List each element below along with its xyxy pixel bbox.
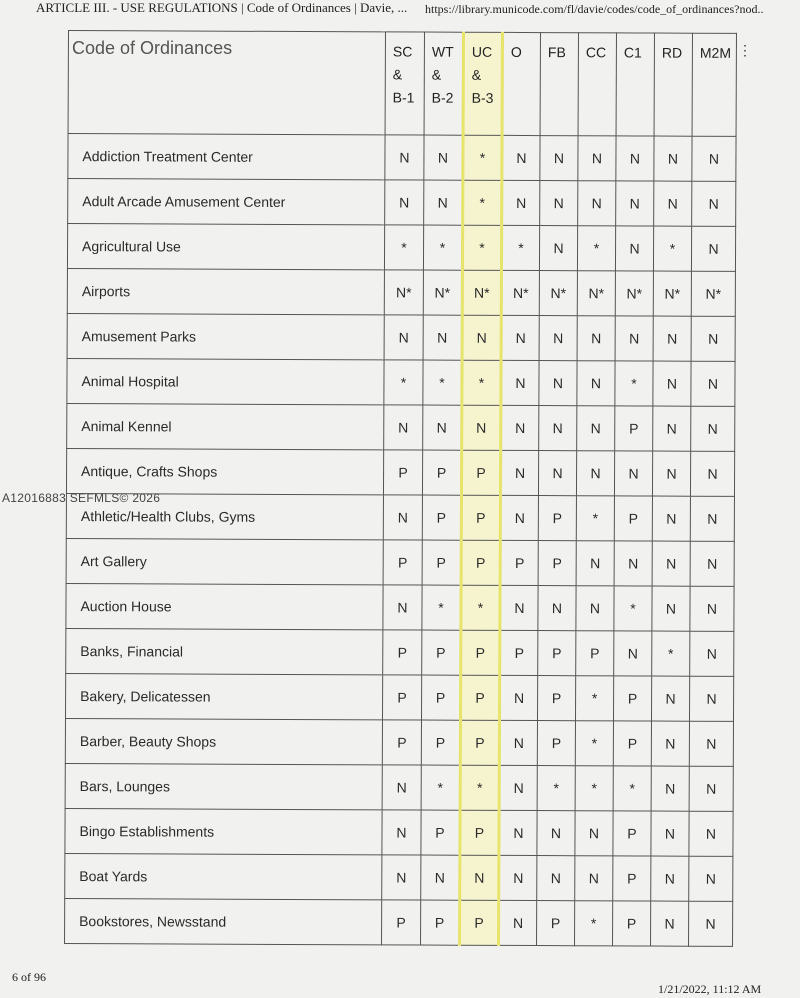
permission-cell: * [501, 225, 539, 270]
permission-cell: N [539, 226, 577, 271]
table-row [65, 853, 733, 901]
zone-header-line: B-1 [392, 89, 415, 106]
use-name-cell: Banks, Financial [66, 628, 383, 674]
permission-cell: * [575, 676, 613, 721]
table-row [67, 358, 735, 406]
permission-cell: N* [691, 271, 735, 316]
permission-cell: N [651, 766, 689, 811]
use-name-cell: Airports [67, 268, 384, 314]
permission-cell: P [537, 721, 575, 766]
permission-cell: N [462, 405, 501, 450]
permission-cell: N [690, 496, 734, 541]
permission-cell: * [463, 180, 502, 225]
use-name-cell: Addiction Treatment Center [68, 134, 385, 180]
permission-cell: N [692, 136, 736, 181]
zone-header [502, 32, 540, 135]
permission-cell: N [500, 495, 538, 540]
permission-cell: N [502, 180, 540, 225]
permission-cell: N [385, 180, 424, 225]
permission-cell: * [652, 631, 690, 676]
use-name-cell: Amusement Parks [67, 313, 384, 359]
permission-cell: P [383, 540, 422, 585]
permission-cell: * [614, 586, 652, 631]
permission-cell: P [422, 495, 461, 540]
permission-cell: N [689, 811, 733, 856]
table-row [66, 448, 734, 496]
use-name-cell: Animal Hospital [67, 358, 384, 404]
permission-cell: N [576, 451, 614, 496]
permission-cell: N [577, 406, 615, 451]
permission-cell: N [499, 810, 537, 855]
permission-cell: * [461, 585, 500, 630]
permission-cell: N [501, 315, 539, 360]
permission-cell: N [539, 406, 577, 451]
use-name-cell: Animal Kennel [67, 403, 384, 449]
permission-cell: N [691, 226, 735, 271]
permission-cell: N [500, 585, 538, 630]
permission-cell: N* [615, 271, 653, 316]
permission-cell: * [575, 901, 613, 946]
permission-cell: * [460, 765, 499, 810]
permission-cell: * [462, 360, 501, 405]
permission-cell: N [654, 136, 692, 181]
permission-cell: N [653, 316, 691, 361]
permission-cell: N [651, 856, 689, 901]
permission-cell: P [382, 675, 421, 720]
permission-cell: P [615, 406, 653, 451]
table-row [66, 538, 734, 586]
permission-cell: N [652, 541, 690, 586]
permission-cell: N [651, 721, 689, 766]
permission-cell: P [460, 720, 499, 765]
permission-cell: N [383, 585, 422, 630]
permission-cell: N [653, 406, 691, 451]
permission-cell: P [421, 720, 460, 765]
permission-cell: N [691, 361, 735, 406]
zone-header-line: UC [471, 43, 493, 60]
permission-cell: P [383, 630, 422, 675]
permission-cell: N [578, 136, 616, 181]
permission-cell: N* [462, 270, 501, 315]
permission-cell: P [461, 540, 500, 585]
zone-header-line: RD [661, 44, 683, 61]
permission-cell: N [689, 766, 733, 811]
permission-cell: * [613, 766, 651, 811]
permission-cell: N [651, 811, 689, 856]
permission-cell: N [499, 720, 537, 765]
permission-cell: N [382, 810, 421, 855]
permission-cell: N [615, 226, 653, 271]
permission-cell: N [384, 315, 423, 360]
permission-cell: N [539, 316, 577, 361]
table-row [65, 718, 733, 766]
permission-cell: P [614, 496, 652, 541]
zone-header-line: M2M [699, 44, 732, 61]
permission-cell: * [422, 585, 461, 630]
table-row [68, 179, 736, 227]
permission-cell: * [421, 765, 460, 810]
permission-cell: N* [384, 270, 423, 315]
permission-cell: * [423, 225, 462, 270]
use-name-cell: Bingo Establishments [65, 808, 382, 854]
table-row [66, 628, 734, 676]
permission-cell: N [539, 361, 577, 406]
permission-cell: N [538, 451, 576, 496]
permission-cell: N [421, 855, 460, 900]
table-row [67, 403, 735, 451]
zone-header [540, 33, 578, 136]
permission-cell: N [423, 315, 462, 360]
permission-cell: P [422, 630, 461, 675]
permission-cell: * [537, 766, 575, 811]
permission-cell: N [460, 855, 499, 900]
zone-header-line: & [431, 66, 442, 83]
use-name-cell: Athletic/Health Clubs, Gyms [66, 493, 383, 539]
permission-cell: N [502, 135, 540, 180]
use-name-cell: Bookstores, Newsstand [65, 898, 382, 944]
permission-cell: N [423, 405, 462, 450]
table-row [67, 313, 735, 361]
permission-cell: N [689, 901, 733, 946]
permission-cell: P [538, 541, 576, 586]
document-title: ARTICLE III. - USE REGULATIONS | Code of Ordinances | Davie, ... [36, 0, 408, 15]
permission-cell: N [575, 811, 613, 856]
mls-watermark: A12016883 SEFMLS© 2026 [2, 491, 161, 505]
permission-cell: P [613, 721, 651, 766]
permission-cell: * [462, 225, 501, 270]
permission-cell: P [500, 540, 538, 585]
use-name-cell: Bakery, Delicatessen [65, 673, 382, 719]
permission-cell: N [578, 181, 616, 226]
permission-cell: P [613, 676, 651, 721]
use-name-cell: Art Gallery [66, 538, 383, 584]
permission-cell: P [537, 676, 575, 721]
permission-cell: N [382, 855, 421, 900]
permission-cell: N [575, 856, 613, 901]
permission-cell: P [461, 495, 500, 540]
zone-header-line: B-3 [471, 89, 494, 106]
permission-cell: N [500, 450, 538, 495]
permission-cell: N [614, 631, 652, 676]
permission-cell: N [691, 316, 735, 361]
permission-cell: P [422, 450, 461, 495]
permission-cell: P [383, 450, 422, 495]
table-row [65, 763, 733, 811]
permission-cell: * [575, 721, 613, 766]
permission-cell: N [540, 136, 578, 181]
permission-cell: N [499, 855, 537, 900]
permission-cell: P [537, 901, 575, 946]
permission-cell: N [577, 361, 615, 406]
zone-header [578, 33, 616, 136]
table-row [66, 583, 734, 631]
permission-cell: N [424, 180, 463, 225]
permission-cell: N [691, 406, 735, 451]
permission-cell: N [653, 361, 691, 406]
use-name-cell: Boat Yards [65, 853, 382, 899]
permission-cell: P [613, 811, 651, 856]
permission-cell: N [424, 135, 463, 180]
zone-header-line: FB [547, 44, 566, 61]
use-name-cell: Antique, Crafts Shops [66, 448, 383, 494]
permission-cell: P [613, 901, 651, 946]
table-row [67, 224, 735, 272]
permission-cell: N [537, 811, 575, 856]
zone-header-line: C1 [623, 44, 642, 61]
permission-cell: N [614, 451, 652, 496]
permission-cell: N [540, 181, 578, 226]
permission-cell: P [576, 631, 614, 676]
table-row [65, 673, 733, 721]
permission-cell: N [499, 765, 537, 810]
permission-cell: N [383, 495, 422, 540]
permission-cell: N [576, 541, 614, 586]
document-url: https://library.municode.com/fl/davie/codes/code_of_ordinances?nod.. [425, 2, 764, 16]
page-number: 6 of 96 [12, 970, 46, 984]
permission-cell: P [421, 810, 460, 855]
table-row [65, 898, 733, 946]
permission-cell: N* [423, 270, 462, 315]
permission-cell: P [421, 900, 460, 945]
use-name-cell: Auction House [66, 583, 383, 629]
permission-cell: P [500, 630, 538, 675]
zone-header-line: SC [392, 43, 413, 60]
permission-cell: N [615, 316, 653, 361]
permission-cell: N [652, 496, 690, 541]
permission-cell: N [382, 765, 421, 810]
permission-cell: N [651, 676, 689, 721]
permission-cell: N [614, 541, 652, 586]
permitted-uses-table [64, 30, 737, 947]
zone-header [385, 32, 424, 135]
permission-cell: N [577, 316, 615, 361]
permission-cell: N [690, 451, 734, 496]
permission-cell: N [616, 136, 654, 181]
permission-cell: N* [577, 271, 615, 316]
permission-cell: N [652, 586, 690, 631]
zone-header-line: CC [585, 44, 607, 61]
permission-cell: N [501, 405, 539, 450]
table-row [65, 808, 733, 856]
zone-header-line: & [392, 66, 403, 83]
permission-cell: N [499, 900, 537, 945]
permission-cell: N [385, 135, 424, 180]
permission-cell: N [689, 721, 733, 766]
permission-cell: P [421, 675, 460, 720]
use-name-cell: Bars, Lounges [65, 763, 382, 809]
permission-cell: P [538, 631, 576, 676]
permission-cell: N [651, 901, 689, 946]
permission-cell: P [460, 675, 499, 720]
permission-cell: N [692, 181, 736, 226]
permission-cell: N* [653, 271, 691, 316]
permission-cell: N [689, 676, 733, 721]
permission-cell: P [461, 450, 500, 495]
zone-header [424, 32, 463, 135]
more-options-icon[interactable]: ⋮ [738, 42, 752, 58]
print-datetime: 1/21/2022, 11:12 AM [658, 982, 762, 996]
permission-cell: P [382, 900, 421, 945]
permission-cell: * [653, 226, 691, 271]
permission-cell: N [616, 181, 654, 226]
permission-cell: N [501, 360, 539, 405]
permission-cell: N* [539, 271, 577, 316]
use-name-cell: Adult Arcade Amusement Center [68, 179, 385, 225]
zone-header-line: & [471, 66, 482, 83]
table-row [67, 268, 735, 316]
permission-cell: N [537, 856, 575, 901]
permission-cell: * [384, 225, 423, 270]
code-of-ordinances-label: Code of Ordinances [72, 38, 233, 58]
permission-cell: P [460, 900, 499, 945]
permission-cell: P [382, 720, 421, 765]
page-header [0, 0, 800, 20]
permission-cell: N [690, 541, 734, 586]
permission-cell: N [689, 856, 733, 901]
zone-header-line: WT [431, 43, 454, 60]
permission-cell: * [615, 361, 653, 406]
zone-header [616, 33, 654, 136]
permission-cell: * [576, 496, 614, 541]
zone-header [692, 33, 736, 136]
permission-cell: P [538, 496, 576, 541]
permission-cell: N [654, 181, 692, 226]
permission-cell: P [613, 856, 651, 901]
permission-cell: N [690, 586, 734, 631]
permission-cell: N [652, 451, 690, 496]
permission-cell: * [423, 360, 462, 405]
zone-header-line: O [510, 43, 522, 60]
use-name-cell: Barber, Beauty Shops [65, 718, 382, 764]
permission-cell: * [384, 360, 423, 405]
zone-header-line: B-2 [431, 89, 454, 106]
permission-cell: P [461, 630, 500, 675]
use-name-cell: Agricultural Use [67, 224, 384, 270]
permission-cell: N [576, 586, 614, 631]
permission-cell: P [460, 810, 499, 855]
permission-cell: N [538, 586, 576, 631]
permission-cell: * [463, 135, 502, 180]
permission-cell: N [462, 315, 501, 360]
zone-header [463, 32, 502, 135]
table-row [66, 493, 734, 541]
permission-cell: P [422, 540, 461, 585]
permission-cell: * [575, 766, 613, 811]
permission-cell: N [384, 405, 423, 450]
permission-cell: * [577, 226, 615, 271]
permission-cell: N [499, 675, 537, 720]
table-row [68, 134, 736, 182]
permission-cell: N [690, 631, 734, 676]
permission-cell: N* [501, 270, 539, 315]
zone-header [654, 33, 692, 136]
